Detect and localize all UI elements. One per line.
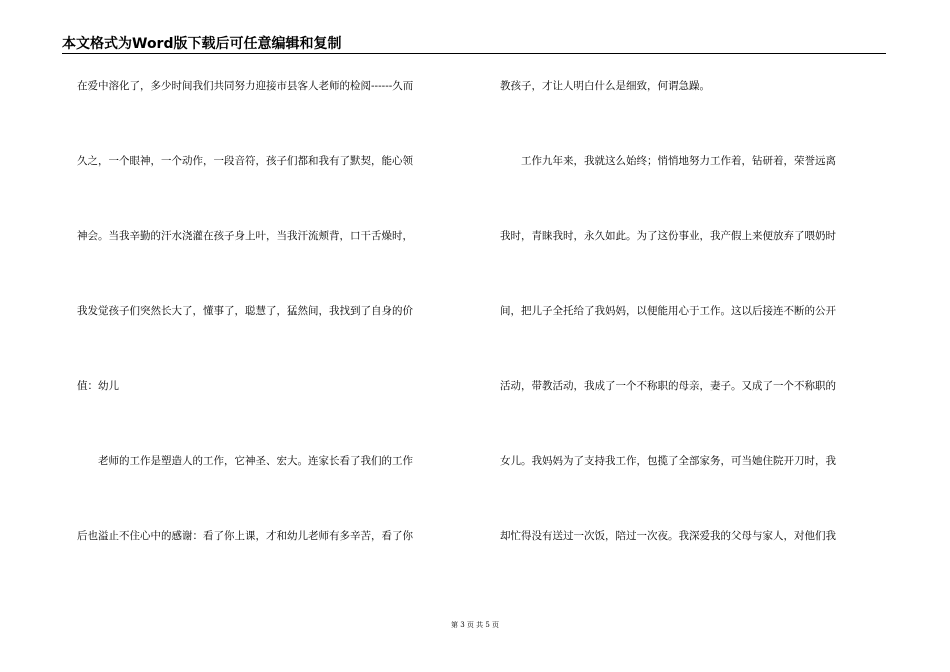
text-line: 间，把儿子全托给了我妈妈，以便能用心于工作。这以后接连不断的公开 bbox=[500, 305, 836, 317]
text-line: 我时，青睐我时，永久如此。为了这份事业，我产假上来便放弃了喂奶时 bbox=[500, 230, 836, 242]
text-line: 后也溢止不住心中的感谢：看了你上课，才和幼儿老师有多辛苦，看了你 bbox=[77, 530, 413, 542]
text-line: 教孩子，才让人明白什么是细致，何谓急躁。 bbox=[500, 80, 710, 92]
text-line: 却忙得没有送过一次饭，陪过一次夜。我深爱我的父母与家人，对他们我 bbox=[500, 530, 836, 542]
text-line: 活动，带教活动，我成了一个不称职的母亲，妻子。又成了一个不称职的 bbox=[500, 380, 836, 392]
text-line: 老师的工作是塑造人的工作，它神圣、宏大。连家长看了我们的工作 bbox=[98, 455, 413, 467]
text-line: 值：幼儿 bbox=[77, 380, 119, 392]
text-line: 在爱中溶化了，多少时间我们共同努力迎接市县客人老师的检阅------久而 bbox=[77, 80, 414, 92]
text-line: 久之，一个眼神，一个动作，一段音符，孩子们都和我有了默契，能心领 bbox=[77, 155, 413, 167]
document-header-title: 本文格式为Word版下载后可任意编辑和复制 bbox=[62, 36, 342, 52]
text-line: 我发觉孩子们突然长大了，懂事了，聪慧了，猛然间，我找到了自身的价 bbox=[77, 305, 413, 317]
page-number-footer: 第 3 页 共 5 页 bbox=[450, 621, 500, 629]
header-divider bbox=[62, 53, 886, 54]
text-line: 神会。当我辛勤的汗水浇灌在孩子身上叶，当我汗流颊背，口干舌燥时， bbox=[77, 230, 413, 242]
text-line: 女儿。我妈妈为了支持我工作，包揽了全部家务，可当她住院开刀时，我 bbox=[500, 455, 836, 467]
text-line: 工作九年来，我就这么始终；悄悄地努力工作着，钻研着，荣誉远离 bbox=[521, 155, 836, 167]
